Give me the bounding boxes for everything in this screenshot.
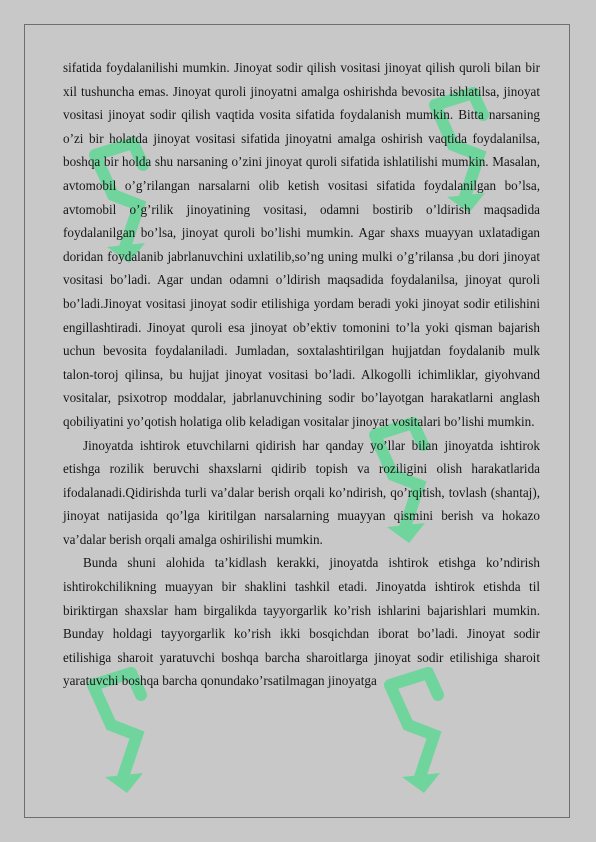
body-text [63, 56, 540, 693]
paragraph: Bunda shuni alohida ta’kidlash kerakki, jinoyatda ishtirok etishga ko’ndirish ishtirokchilikning muayyan bir shaklini tashkil etadi. Jinoyatda ishtirok etishda til biriktirgan shaxslar ham birgalikda tayyorgarlik ko’rish ishlarini bajarishlari mumkin. Bunday holdagi tayyorgarlik ko’rish ikki bosqichdan iborat bo’ladi. Jinoyat sodir etilishiga sharoit yaratuvchi boshqa barcha sharoitlarga jinoyat sodir etilishiga sharoit yaratuvchi boshqa barcha qonundako’rsatilmagan jinoyatga [63, 555, 540, 689]
paragraph: sifatida foydalanilishi mumkin. Jinoyat sodir qilish vositasi jinoyat qilish quroli bilan bir xil tushuncha emas. Jinoyat quroli jinoyatni amalga oshirishda bevosita ishlatilsa, jinoyat vositasi jinoyat sodir qilish vaqtida vosita sifatida foydalanish mumkin. Bitta narsaning o’zi bir holatda jinoyat vositasi sifatida jinoyatni amalga oshirish vaqtida foydalanilsa, boshqa bir holda shu narsaning o’zini jinoyat quroli sifatida ishlatilishi mumkin. Masalan, avtomobil o’g’rilangan narsalarni olib ketish vositasi sifatida foydalanilgan bo’lsa, avtomobil o’g’rilik jinoyatining vositasi, odamni bostirib o’ldirish maqsadida foydalanilgan bo’lsa, jinoyat quroli bo’lishi mumkin. Agar shaxs muayyan uxlatadigan doridan foydalanib jabrlanuvchini uxlatilib,so’ng uning mulki o’g’rilansa ,bu dori jinoyat vositasi bo’ladi. Agar undan odamni o’ldirish maqsadida foydalanilsa, jinoyat quroli bo’ladi.Jinoyat vositasi jinoyat sodir etilishiga yordam beradi yoki jinoyat sodir etilishini engillashtiradi. Jinoyat quroli esa jinoyat ob’ektiv tomonini to’la yoki qisman bajarish uchun bevosita foydalaniladi. Jumladan, soxtalashtirilgan hujjatdan foydalanib mulk talon-toroj qilinsa, bu hujjat jinoyat vositasi bo’ladi. Alkogolli ichimliklar, giyohvand vositalar, psixotrop moddalar, jabrlanuvchining sodir bo’layotgan harakatlarni anglash qobiliyatini yo’qotish holatiga olib keladigan vositalar jinoyat vositalari bo’lishi mumkin. [63, 60, 540, 429]
paragraph: Jinoyatda ishtirok etuvchilarni qidirish har qanday yo’llar bilan jinoyatda ishtirok etishga rozilik beruvchi shaxslarni qidirib topish va roziligini olish harakatlarida ifodalanadi.Qidirishda turli va’dalar berish orqali ko’ndirish, qo’rqitish, tovlash (shantaj), jinoyat natijasida qo’lga kiritilgan narsalarning muayyan qismini berish va hokazo va’dalar berish orqali amalga oshirilishi mumkin. [63, 437, 540, 547]
document-page [24, 24, 570, 818]
